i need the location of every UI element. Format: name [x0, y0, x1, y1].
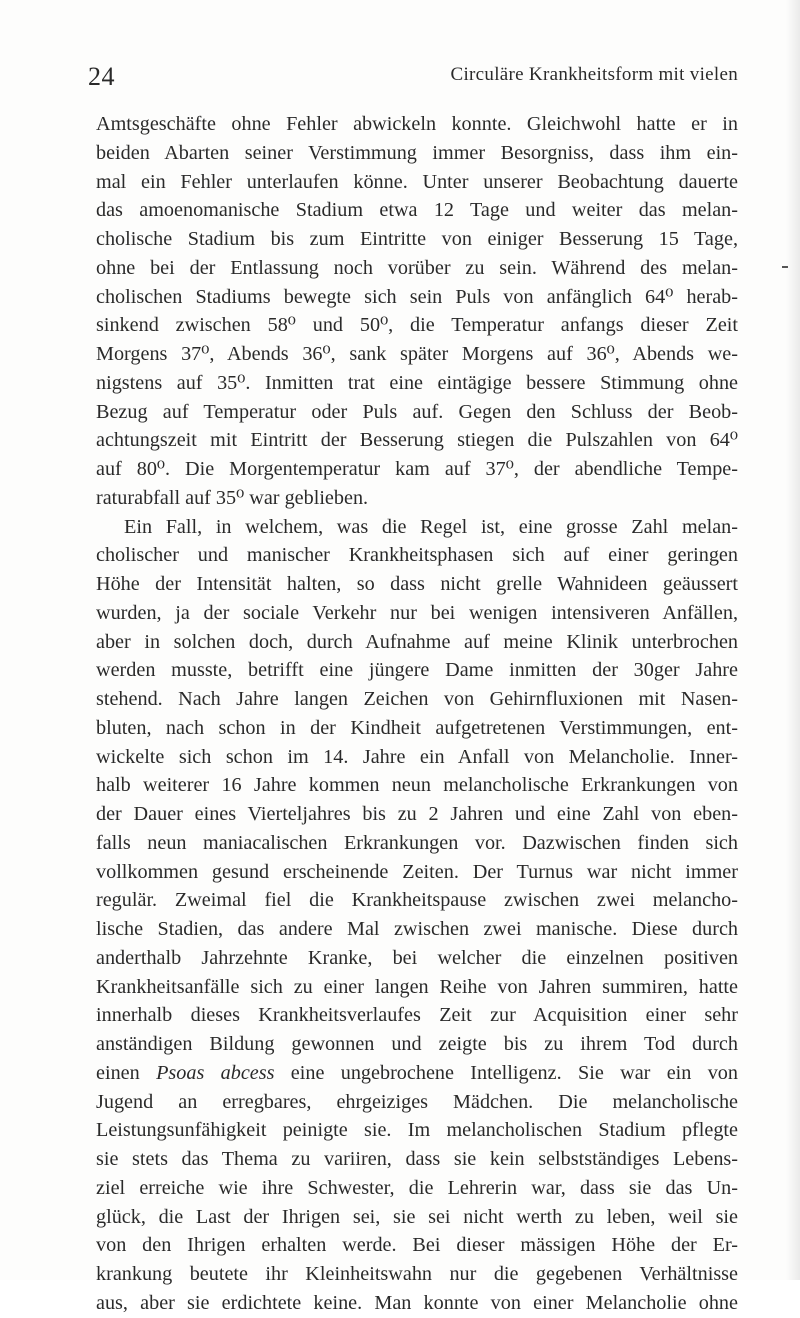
italic-term: Psoas abcess — [156, 1061, 275, 1084]
text-line: Leistungsunfähigkeit peinigte sie. Im melancholischen Stadium pflegte — [96, 1119, 738, 1142]
text-line: nigstens auf 35⁰. Inmitten trat eine eintägige bessere Stimmung ohne — [96, 371, 738, 394]
text-line: ohne bei der Entlassung noch vorüber zu sein. Während des melan- — [96, 256, 738, 279]
text-line: sinkend zwischen 58⁰ und 50⁰, die Temperatur anfangs dieser Zeit — [96, 314, 738, 337]
text-line: glück, die Last der Ihrigen sei, sie sei nicht werth zu leben, weil sie — [96, 1205, 738, 1228]
text-line: stehend. Nach Jahre langen Zeichen von Gehirnfluxionen mit Nasen- — [96, 688, 738, 710]
text-line: Ein Fall, in welchem, was die Regel ist, eine grosse Zahl melan- — [124, 515, 738, 538]
text-line: sie stets das Thema zu variiren, dass sie kein selbstständiges Lebens- — [96, 1148, 738, 1170]
text-line: aus, aber sie erdichtete keine. Man konnte von einer Melancholie ohne — [96, 1291, 738, 1314]
text-line: halb weiterer 16 Jahre kommen neun melancholische Erkrankungen von — [96, 774, 738, 797]
page-number: 24 — [88, 62, 115, 91]
text-line: wickelte sich schon im 14. Jahre ein Anfall von Melancholie. Inner- — [96, 745, 738, 768]
text-line: falls neun maniacalischen Erkrankungen vor. Dazwischen finden sich — [96, 831, 738, 854]
text-line: achtungszeit mit Eintritt der Besserung stiegen die Pulszahlen von 64⁰ — [96, 429, 738, 452]
text-line: aber in solchen doch, durch Aufnahme auf meine Klinik unterbrochen — [96, 630, 738, 653]
text-line: bluten, nach schon in der Kindheit aufgetretenen Verstimmungen, ent- — [96, 716, 738, 739]
text-line: Jugend an erregbares, ehrgeiziges Mädchen. Die melancholische — [96, 1090, 738, 1113]
text-line: von den Ihrigen erhalten werde. Bei dieser mässigen Höhe der Er- — [96, 1234, 738, 1257]
text-line: cholische Stadium bis zum Eintritte von einiger Besserung 15 Tage, — [96, 228, 738, 250]
running-head: Circuläre Krankheitsform mit vielen — [450, 64, 738, 85]
text-line: Bezug auf Temperatur oder Puls auf. Gegen den Schluss der Beob- — [96, 400, 738, 423]
text-segment: eine ungebrochene Intelligenz. Sie war ein von — [274, 1061, 738, 1084]
text-line: auf 80⁰. Die Morgentemperatur kam auf 37⁰, der abendliche Tempe- — [96, 458, 738, 480]
text-segment: einen — [96, 1061, 157, 1084]
text-line: werden musste, betrifft eine jüngere Dame inmitten der 30ger Jahre — [96, 659, 738, 682]
page-edge-shadow — [786, 0, 800, 1280]
text-line: beiden Abarten seiner Verstimmung immer Besorgniss, dass ihm ein- — [96, 141, 738, 164]
text-line: lische Stadien, das andere Mal zwischen zwei manische. Diese durch — [96, 918, 738, 940]
text-line: raturabfall auf 35⁰ war geblieben. — [96, 486, 369, 509]
text-line: Höhe der Intensität halten, so dass nicht grelle Wahnideen geäussert — [96, 573, 738, 595]
page-header — [88, 62, 738, 92]
text-line: mal ein Fehler unterlaufen könne. Unter unserer Beobachtung dauerte — [96, 170, 738, 193]
text-line: anständigen Bildung gewonnen und zeigte bis zu ihrem Tod durch — [96, 1033, 738, 1055]
text-line: das amoenomanische Stadium etwa 12 Tage und weiter das melan- — [96, 199, 738, 222]
body-text — [96, 110, 738, 1318]
text-line: Morgens 37⁰, Abends 36⁰, sank später Morgens auf 36⁰, Abends we- — [96, 343, 738, 365]
text-line — [96, 1059, 738, 1088]
text-line: innerhalb dieses Krankheitsverlaufes Zeit zur Acquisition einer sehr — [96, 1004, 738, 1027]
text-line: vollkommen gesund erscheinende Zeiten. Der Turnus war nicht immer — [96, 860, 738, 883]
text-line: der Dauer eines Vierteljahres bis zu 2 Jahren und eine Zahl von eben- — [96, 803, 738, 825]
text-line: anderthalb Jahrzehnte Kranke, bei welcher die einzelnen positiven — [96, 946, 738, 969]
text-line: Amtsgeschäfte ohne Fehler abwickeln konnte. Gleichwohl hatte er in — [96, 113, 738, 135]
text-line: krankung beutete ihr Kleinheitswahn nur die gegebenen Verhältnisse — [96, 1263, 738, 1285]
text-line: wurden, ja der sociale Verkehr nur bei wenigen intensiveren Anfällen, — [96, 601, 738, 624]
text-line: ziel erreiche wie ihre Schwester, die Lehrerin war, dass sie das Un- — [96, 1176, 738, 1199]
text-line: cholischen Stadiums bewegte sich sein Puls von anfänglich 64⁰ herab- — [96, 285, 738, 308]
text-line: regulär. Zweimal fiel die Krankheitspause zwischen zwei melancho- — [96, 889, 738, 912]
text-line: Krankheitsanfälle sich zu einer langen Reihe von Jahren summiren, hatte — [96, 975, 738, 998]
text-line: cholischer und manischer Krankheitsphasen sich auf einer geringen — [96, 544, 738, 567]
